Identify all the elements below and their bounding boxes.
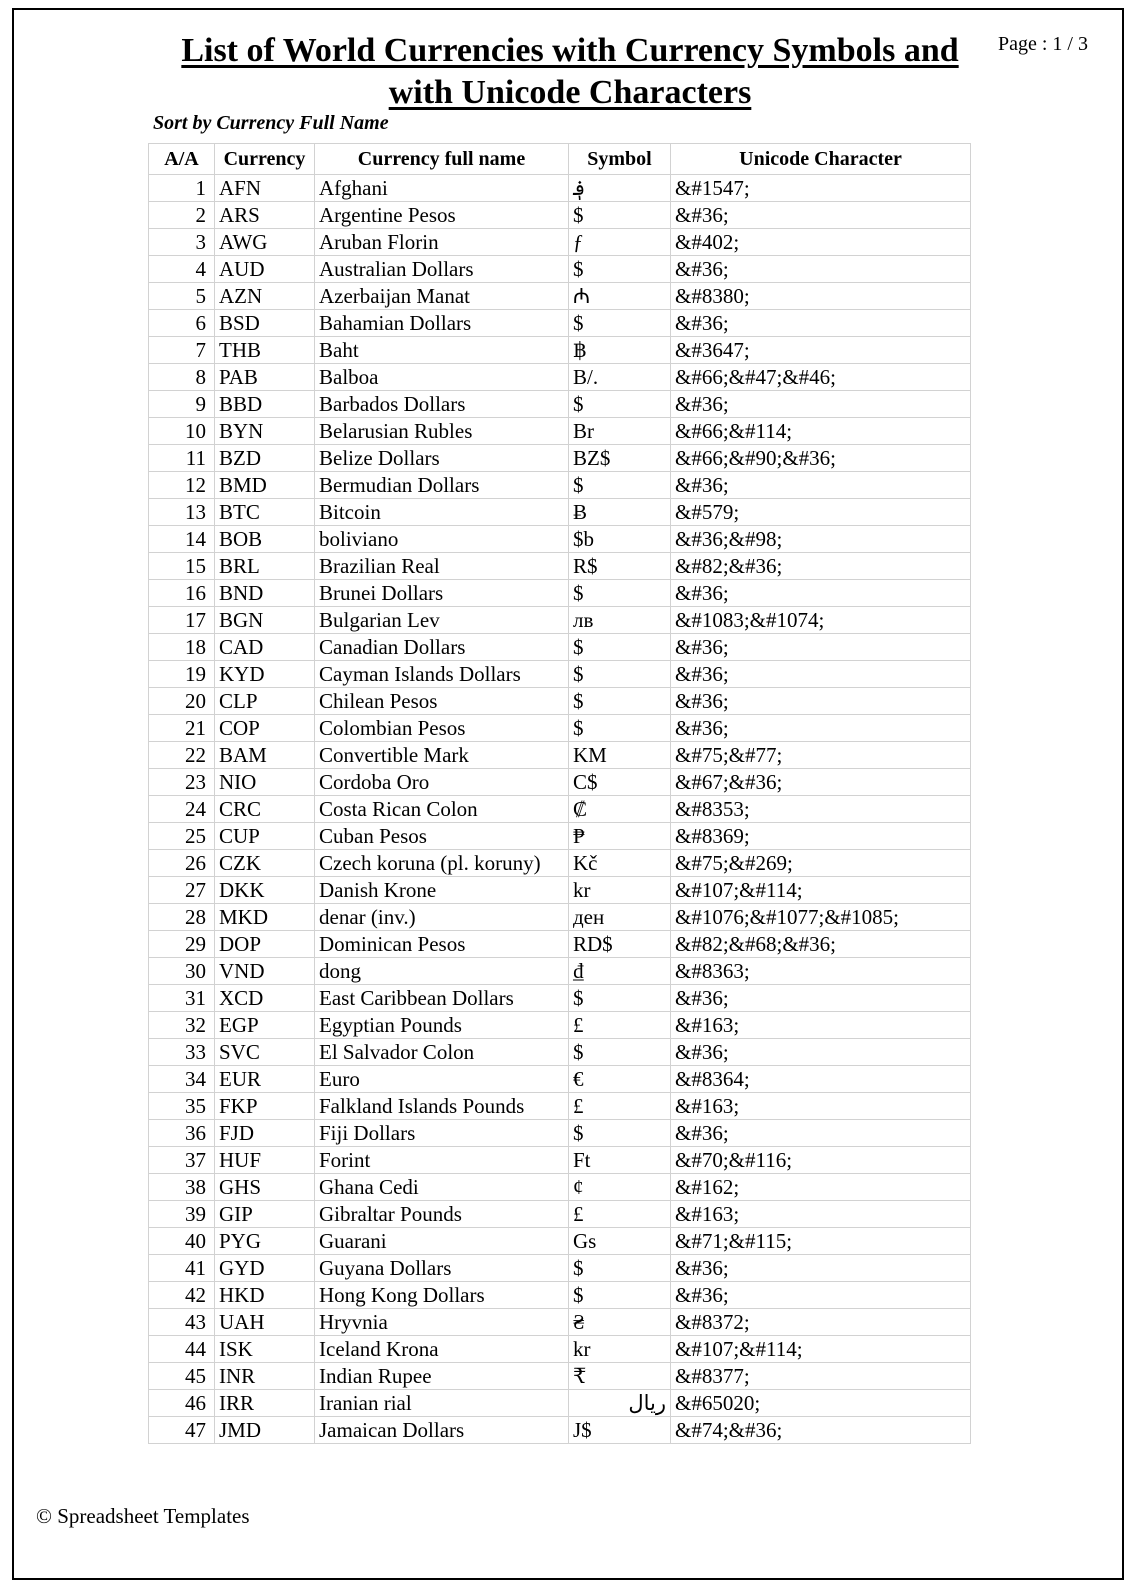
currency-name: Australian Dollars — [315, 256, 569, 283]
currency-name: Iranian rial — [315, 1390, 569, 1417]
table-row — [149, 364, 971, 391]
row-number: 13 — [149, 499, 215, 526]
table-row — [149, 1336, 971, 1363]
currency-symbol: $ — [569, 1120, 671, 1147]
currency-code: JMD — [215, 1417, 315, 1444]
currency-code: PAB — [215, 364, 315, 391]
row-number: 41 — [149, 1255, 215, 1282]
row-number: 27 — [149, 877, 215, 904]
unicode-character: &#82;&#36; — [671, 553, 971, 580]
row-number: 23 — [149, 769, 215, 796]
row-number: 1 — [149, 175, 215, 202]
unicode-character: &#65020; — [671, 1390, 971, 1417]
currency-symbol: $ — [569, 634, 671, 661]
row-number: 15 — [149, 553, 215, 580]
currency-symbol: RD$ — [569, 931, 671, 958]
currency-code: AFN — [215, 175, 315, 202]
currency-symbol: ریال — [569, 1390, 671, 1417]
table-row — [149, 499, 971, 526]
table-row — [149, 472, 971, 499]
currency-code: BTC — [215, 499, 315, 526]
currency-symbol: £ — [569, 1012, 671, 1039]
row-number: 7 — [149, 337, 215, 364]
table-row — [149, 742, 971, 769]
currency-symbol: $ — [569, 661, 671, 688]
unicode-character: &#8372; — [671, 1309, 971, 1336]
header-symbol: Symbol — [569, 144, 671, 175]
table-row — [149, 283, 971, 310]
currency-symbol: BZ$ — [569, 445, 671, 472]
table-row — [149, 1390, 971, 1417]
row-number: 43 — [149, 1309, 215, 1336]
currency-name: Guyana Dollars — [315, 1255, 569, 1282]
currency-code: GIP — [215, 1201, 315, 1228]
table-row — [149, 1228, 971, 1255]
currency-symbol: Kč — [569, 850, 671, 877]
table-row — [149, 526, 971, 553]
unicode-character: &#107;&#114; — [671, 1336, 971, 1363]
page-number: Page : 1 / 3 — [998, 33, 1088, 55]
currency-code: BZD — [215, 445, 315, 472]
row-number: 39 — [149, 1201, 215, 1228]
title-line-2: with Unicode Characters — [388, 74, 752, 111]
currency-code: AUD — [215, 256, 315, 283]
currency-name: Colombian Pesos — [315, 715, 569, 742]
unicode-character: &#8369; — [671, 823, 971, 850]
unicode-character: &#36; — [671, 1255, 971, 1282]
currency-name: Azerbaijan Manat — [315, 283, 569, 310]
currency-symbol: £ — [569, 1201, 671, 1228]
currency-symbol: $b — [569, 526, 671, 553]
unicode-character: &#36; — [671, 985, 971, 1012]
row-number: 37 — [149, 1147, 215, 1174]
row-number: 10 — [149, 418, 215, 445]
unicode-character: &#66;&#114; — [671, 418, 971, 445]
table-header-row — [149, 144, 971, 175]
currency-name: Aruban Florin — [315, 229, 569, 256]
currency-symbol: ₡ — [569, 796, 671, 823]
unicode-character: &#8377; — [671, 1363, 971, 1390]
currency-code: NIO — [215, 769, 315, 796]
currency-symbol: $ — [569, 715, 671, 742]
currency-code: DKK — [215, 877, 315, 904]
table-row — [149, 1066, 971, 1093]
sort-caption: Sort by Currency Full Name — [153, 112, 389, 134]
unicode-character: &#36; — [671, 1039, 971, 1066]
row-number: 25 — [149, 823, 215, 850]
currency-code: ARS — [215, 202, 315, 229]
table-row — [149, 985, 971, 1012]
row-number: 21 — [149, 715, 215, 742]
table-row — [149, 310, 971, 337]
currency-name: Gibraltar Pounds — [315, 1201, 569, 1228]
currency-code: ISK — [215, 1336, 315, 1363]
unicode-character: &#1083;&#1074; — [671, 607, 971, 634]
currency-symbol: Ft — [569, 1147, 671, 1174]
unicode-character: &#36; — [671, 688, 971, 715]
row-number: 26 — [149, 850, 215, 877]
row-number: 6 — [149, 310, 215, 337]
row-number: 36 — [149, 1120, 215, 1147]
table-row — [149, 1039, 971, 1066]
unicode-character: &#107;&#114; — [671, 877, 971, 904]
unicode-character: &#75;&#77; — [671, 742, 971, 769]
row-number: 17 — [149, 607, 215, 634]
currency-symbol: $ — [569, 1039, 671, 1066]
unicode-character: &#8380; — [671, 283, 971, 310]
row-number: 46 — [149, 1390, 215, 1417]
currency-name: Balboa — [315, 364, 569, 391]
currency-code: BAM — [215, 742, 315, 769]
unicode-character: &#8363; — [671, 958, 971, 985]
unicode-character: &#579; — [671, 499, 971, 526]
row-number: 22 — [149, 742, 215, 769]
currency-code: BBD — [215, 391, 315, 418]
currency-code: BMD — [215, 472, 315, 499]
table-row — [149, 715, 971, 742]
unicode-character: &#66;&#47;&#46; — [671, 364, 971, 391]
currency-name: East Caribbean Dollars — [315, 985, 569, 1012]
currency-symbol: KM — [569, 742, 671, 769]
currency-code: EUR — [215, 1066, 315, 1093]
currency-symbol: Br — [569, 418, 671, 445]
document-title — [120, 30, 1020, 114]
unicode-character: &#36; — [671, 310, 971, 337]
currency-code: CRC — [215, 796, 315, 823]
currency-name: Cayman Islands Dollars — [315, 661, 569, 688]
row-number: 35 — [149, 1093, 215, 1120]
unicode-character: &#402; — [671, 229, 971, 256]
unicode-character: &#163; — [671, 1093, 971, 1120]
unicode-character: &#75;&#269; — [671, 850, 971, 877]
currency-symbol: ƒ — [569, 229, 671, 256]
table-row — [149, 1309, 971, 1336]
currency-symbol: Ƀ — [569, 499, 671, 526]
currency-code: BSD — [215, 310, 315, 337]
row-number: 12 — [149, 472, 215, 499]
currency-symbol: B/. — [569, 364, 671, 391]
row-number: 16 — [149, 580, 215, 607]
unicode-character: &#36; — [671, 634, 971, 661]
table-row — [149, 1120, 971, 1147]
currency-symbol: C$ — [569, 769, 671, 796]
table-row — [149, 607, 971, 634]
table-row — [149, 850, 971, 877]
currency-symbol: $ — [569, 580, 671, 607]
table-row — [149, 634, 971, 661]
currency-symbol: ден — [569, 904, 671, 931]
row-number: 29 — [149, 931, 215, 958]
currency-code: CLP — [215, 688, 315, 715]
currency-name: Cuban Pesos — [315, 823, 569, 850]
table-row — [149, 337, 971, 364]
row-number: 34 — [149, 1066, 215, 1093]
currency-symbol: ₼ — [569, 283, 671, 310]
unicode-character: &#8364; — [671, 1066, 971, 1093]
currency-code: INR — [215, 1363, 315, 1390]
unicode-character: &#82;&#68;&#36; — [671, 931, 971, 958]
currency-symbol: $ — [569, 1282, 671, 1309]
currency-name: Baht — [315, 337, 569, 364]
currency-symbol: ฿ — [569, 337, 671, 364]
table-row — [149, 1012, 971, 1039]
unicode-character: &#74;&#36; — [671, 1417, 971, 1444]
currency-name: denar (inv.) — [315, 904, 569, 931]
currency-code: VND — [215, 958, 315, 985]
currency-symbol: J$ — [569, 1417, 671, 1444]
currency-name: Jamaican Dollars — [315, 1417, 569, 1444]
currency-code: FJD — [215, 1120, 315, 1147]
currency-code: SVC — [215, 1039, 315, 1066]
unicode-character: &#36; — [671, 391, 971, 418]
unicode-character: &#70;&#116; — [671, 1147, 971, 1174]
currency-code: HUF — [215, 1147, 315, 1174]
currency-symbol: € — [569, 1066, 671, 1093]
currency-symbol: ¢ — [569, 1174, 671, 1201]
currency-name: Iceland Krona — [315, 1336, 569, 1363]
currency-code: EGP — [215, 1012, 315, 1039]
table-row — [149, 1363, 971, 1390]
header-aa: A/A — [149, 144, 215, 175]
unicode-character: &#36; — [671, 256, 971, 283]
row-number: 24 — [149, 796, 215, 823]
currency-name: Egyptian Pounds — [315, 1012, 569, 1039]
unicode-character: &#36; — [671, 715, 971, 742]
table-row — [149, 1093, 971, 1120]
table-row — [149, 553, 971, 580]
currency-name: Danish Krone — [315, 877, 569, 904]
unicode-character: &#162; — [671, 1174, 971, 1201]
currency-code: THB — [215, 337, 315, 364]
table-row — [149, 202, 971, 229]
table-row — [149, 1201, 971, 1228]
currency-symbol: $ — [569, 688, 671, 715]
currency-symbol: kr — [569, 877, 671, 904]
row-number: 33 — [149, 1039, 215, 1066]
currency-symbol: $ — [569, 472, 671, 499]
currency-code: UAH — [215, 1309, 315, 1336]
row-number: 8 — [149, 364, 215, 391]
currency-code: CUP — [215, 823, 315, 850]
currency-name: boliviano — [315, 526, 569, 553]
currency-code: COP — [215, 715, 315, 742]
row-number: 19 — [149, 661, 215, 688]
currency-symbol: $ — [569, 1255, 671, 1282]
row-number: 31 — [149, 985, 215, 1012]
currency-name: Falkland Islands Pounds — [315, 1093, 569, 1120]
table-row — [149, 823, 971, 850]
title-line-1: List of World Currencies with Currency Symbols and — [181, 32, 959, 69]
unicode-character: &#3647; — [671, 337, 971, 364]
currency-name: Costa Rican Colon — [315, 796, 569, 823]
currency-symbol: ₫ — [569, 958, 671, 985]
row-number: 44 — [149, 1336, 215, 1363]
row-number: 28 — [149, 904, 215, 931]
currency-name: Barbados Dollars — [315, 391, 569, 418]
currency-name: Afghani — [315, 175, 569, 202]
currency-symbol: $ — [569, 391, 671, 418]
row-number: 14 — [149, 526, 215, 553]
table-row — [149, 796, 971, 823]
row-number: 20 — [149, 688, 215, 715]
row-number: 40 — [149, 1228, 215, 1255]
unicode-character: &#71;&#115; — [671, 1228, 971, 1255]
currency-symbol: R$ — [569, 553, 671, 580]
currency-name: Ghana Cedi — [315, 1174, 569, 1201]
currency-code: BGN — [215, 607, 315, 634]
table-row — [149, 1174, 971, 1201]
currency-code: BRL — [215, 553, 315, 580]
currency-code: XCD — [215, 985, 315, 1012]
unicode-character: &#36; — [671, 472, 971, 499]
row-number: 4 — [149, 256, 215, 283]
currency-code: MKD — [215, 904, 315, 931]
currency-code: HKD — [215, 1282, 315, 1309]
row-number: 9 — [149, 391, 215, 418]
copyright-footer: © Spreadsheet Templates — [36, 1504, 250, 1528]
currency-code: IRR — [215, 1390, 315, 1417]
currency-symbol: $ — [569, 202, 671, 229]
header-currency: Currency — [215, 144, 315, 175]
table-row — [149, 877, 971, 904]
table-row — [149, 769, 971, 796]
unicode-character: &#163; — [671, 1012, 971, 1039]
currency-symbol: Gs — [569, 1228, 671, 1255]
currency-symbol: $ — [569, 310, 671, 337]
row-number: 5 — [149, 283, 215, 310]
row-number: 38 — [149, 1174, 215, 1201]
header-unicode-character: Unicode Character — [671, 144, 971, 175]
currency-name: Hong Kong Dollars — [315, 1282, 569, 1309]
table-row — [149, 1282, 971, 1309]
table-row — [149, 904, 971, 931]
unicode-character: &#67;&#36; — [671, 769, 971, 796]
unicode-character: &#36;&#98; — [671, 526, 971, 553]
unicode-character: &#36; — [671, 661, 971, 688]
table-row — [149, 1255, 971, 1282]
unicode-character: &#8353; — [671, 796, 971, 823]
table-row — [149, 175, 971, 202]
table-row — [149, 229, 971, 256]
currency-name: Cordoba Oro — [315, 769, 569, 796]
currency-name: Hryvnia — [315, 1309, 569, 1336]
unicode-character: &#1076;&#1077;&#1085; — [671, 904, 971, 931]
currency-name: Convertible Mark — [315, 742, 569, 769]
currency-name: Bulgarian Lev — [315, 607, 569, 634]
unicode-character: &#163; — [671, 1201, 971, 1228]
currency-symbol: kr — [569, 1336, 671, 1363]
table-row — [149, 1417, 971, 1444]
currency-symbol: ₴ — [569, 1309, 671, 1336]
currency-symbol: лв — [569, 607, 671, 634]
currency-code: KYD — [215, 661, 315, 688]
table-row — [149, 688, 971, 715]
currency-symbol: £ — [569, 1093, 671, 1120]
currency-name: Bitcoin — [315, 499, 569, 526]
currency-code: GHS — [215, 1174, 315, 1201]
table-row — [149, 580, 971, 607]
currency-name: Fiji Dollars — [315, 1120, 569, 1147]
row-number: 32 — [149, 1012, 215, 1039]
currency-name: Bermudian Dollars — [315, 472, 569, 499]
currency-name: Argentine Pesos — [315, 202, 569, 229]
table-row — [149, 958, 971, 985]
currency-name: Brazilian Real — [315, 553, 569, 580]
currency-symbol: $ — [569, 256, 671, 283]
table-row — [149, 445, 971, 472]
currency-name: Belize Dollars — [315, 445, 569, 472]
currency-name: Euro — [315, 1066, 569, 1093]
currency-symbol: ؋ — [569, 175, 671, 202]
currency-name: Guarani — [315, 1228, 569, 1255]
currency-name: Forint — [315, 1147, 569, 1174]
currency-name: Brunei Dollars — [315, 580, 569, 607]
table-row — [149, 1147, 971, 1174]
currency-name: Czech koruna (pl. koruny) — [315, 850, 569, 877]
header-currency-full-name: Currency full name — [315, 144, 569, 175]
row-number: 47 — [149, 1417, 215, 1444]
unicode-character: &#36; — [671, 1120, 971, 1147]
currency-code: CZK — [215, 850, 315, 877]
currency-name: El Salvador Colon — [315, 1039, 569, 1066]
currency-symbol: ₱ — [569, 823, 671, 850]
currency-name: Canadian Dollars — [315, 634, 569, 661]
currency-name: Belarusian Rubles — [315, 418, 569, 445]
table-row — [149, 931, 971, 958]
unicode-character: &#36; — [671, 580, 971, 607]
row-number: 11 — [149, 445, 215, 472]
row-number: 3 — [149, 229, 215, 256]
row-number: 45 — [149, 1363, 215, 1390]
currency-symbol: $ — [569, 985, 671, 1012]
table-row — [149, 256, 971, 283]
table-row — [149, 391, 971, 418]
unicode-character: &#66;&#90;&#36; — [671, 445, 971, 472]
currency-name: Chilean Pesos — [315, 688, 569, 715]
table-row — [149, 418, 971, 445]
currency-code: AZN — [215, 283, 315, 310]
currency-code: DOP — [215, 931, 315, 958]
row-number: 30 — [149, 958, 215, 985]
row-number: 18 — [149, 634, 215, 661]
currency-code: AWG — [215, 229, 315, 256]
table-row — [149, 661, 971, 688]
currency-code: CAD — [215, 634, 315, 661]
currency-symbol: ₹ — [569, 1363, 671, 1390]
currency-table — [148, 143, 971, 1444]
currency-code: BND — [215, 580, 315, 607]
currency-name: Bahamian Dollars — [315, 310, 569, 337]
unicode-character: &#1547; — [671, 175, 971, 202]
currency-name: Dominican Pesos — [315, 931, 569, 958]
currency-code: BYN — [215, 418, 315, 445]
row-number: 42 — [149, 1282, 215, 1309]
row-number: 2 — [149, 202, 215, 229]
currency-name: dong — [315, 958, 569, 985]
unicode-character: &#36; — [671, 1282, 971, 1309]
currency-code: BOB — [215, 526, 315, 553]
currency-code: FKP — [215, 1093, 315, 1120]
currency-code: GYD — [215, 1255, 315, 1282]
unicode-character: &#36; — [671, 202, 971, 229]
currency-name: Indian Rupee — [315, 1363, 569, 1390]
currency-code: PYG — [215, 1228, 315, 1255]
